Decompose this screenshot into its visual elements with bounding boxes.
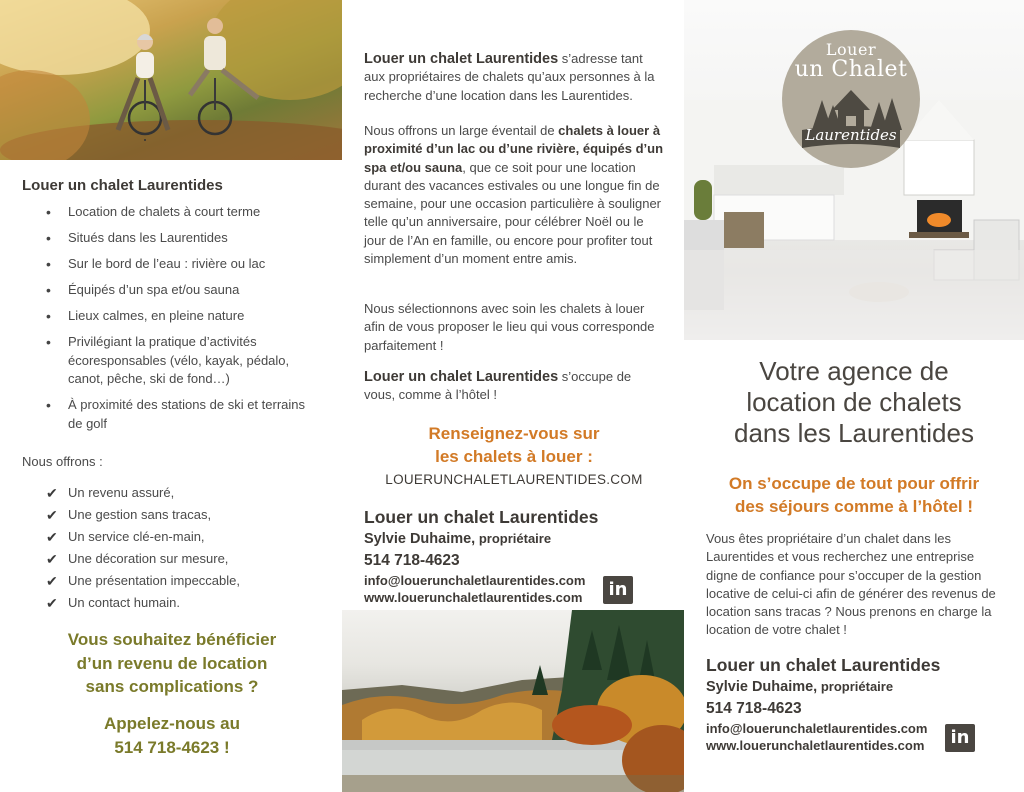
feature-item: • Location de chalets à court terme <box>46 203 316 222</box>
company-name: Louer un chalet Laurentides <box>364 507 599 527</box>
offer-item: ✔ Une décoration sur mesure, <box>46 548 240 570</box>
offer-item: ✔ Un revenu assuré, <box>46 482 240 504</box>
panel-left <box>0 0 342 792</box>
revenue-question: Vous souhaitez bénéficier d’un revenu de location sans complications ? <box>67 630 277 696</box>
features-list <box>46 203 316 441</box>
offer-item: ✔ Un contact humain. <box>46 592 240 614</box>
owner-name: Sylvie Duhaime, propriétaire <box>706 679 894 695</box>
agency-headline: Votre agence de location de chalets dans les Laurentides <box>734 356 974 448</box>
service-tagline: On s’occupe de tout pour offrir des séjours comme à l’hôtel ! <box>728 474 980 516</box>
lake-illustration <box>342 610 684 792</box>
phone-number[interactable]: 514 718-4623 <box>364 552 460 569</box>
checkmark-icon: ✔ <box>46 507 58 523</box>
logo-text-laurentides: Laurentides <box>805 126 897 144</box>
checkmark-icon: ✔ <box>46 595 58 611</box>
checkmark-icon: ✔ <box>46 573 58 589</box>
feature-item: • Sur le bord de l’eau : rivière ou lac <box>46 255 316 274</box>
offer-paragraph: Nous offrons un large éventail de chalets à louer à proximité d’un lac ou d’une rivière, équipés d’un spa et/ou sauna, que ce soit pour une location durant des vacances estivales ou une longue fin de semaine, pour une occasion particulière à souligner telle qu’un anniversaire, pour célébrer Noël ou le jour de l’An en famille, ou encore pour profiter tout simplement d’un moment entre amis. <box>364 123 664 267</box>
feature-item: • Situés dans les Laurentides <box>46 229 316 248</box>
email-link[interactable]: info@louerunchaletlaurentides.com <box>364 573 586 588</box>
checkmark-icon: ✔ <box>46 485 58 501</box>
offer-item: ✔ Une présentation impeccable, <box>46 570 240 592</box>
call-us-cta[interactable]: Appelez-nous au 514 718-4623 ! <box>103 714 240 757</box>
phone-number[interactable]: 514 718-4623 <box>706 700 802 717</box>
checkmark-icon: ✔ <box>46 551 58 567</box>
owner-paragraph: Vous êtes propriétaire d’un chalet dans les Laurentides et vous recherchez une entreprise digne de confiance pour s’occuper de la gestion locative de celui-ci afin de générer des revenus de location sans tracas ? Nous prenons en charge la location de votre chalet ! <box>706 531 996 638</box>
features-title: Louer un chalet Laurentides <box>22 177 223 194</box>
cyclists-illustration <box>0 0 342 160</box>
panel-middle <box>342 0 684 792</box>
offers-list <box>46 482 240 614</box>
website-link[interactable]: www.louerunchaletlaurentides.com <box>364 590 583 605</box>
feature-item: • À proximité des stations de ski et terrains de golf <box>46 396 316 433</box>
website-link-upper[interactable]: LOUERUNCHALETLAURENTIDES.COM <box>385 472 643 487</box>
email-link[interactable]: info@louerunchaletlaurentides.com <box>706 721 928 736</box>
linkedin-icon[interactable]: in <box>945 724 975 752</box>
info-cta: Renseignez-vous sur les chalets à louer : <box>428 424 600 466</box>
contact-block-right <box>706 654 940 754</box>
offer-item: ✔ Une gestion sans tracas, <box>46 504 240 526</box>
intro-paragraph: Louer un chalet Laurentides s’adresse tant aux propriétaires de chalets qu’aux personnes à la recherche d’une location dans les Laurentides. <box>364 51 655 103</box>
offer-item: ✔ Un service clé-en-main, <box>46 526 240 548</box>
feature-item: • Équipés d’un spa et/ou sauna <box>46 281 316 300</box>
cyclists-photo <box>0 0 342 160</box>
feature-item: • Lieux calmes, en pleine nature <box>46 307 316 326</box>
selection-paragraph: Nous sélectionnons avec soin les chalets à louer afin de vous proposer le lieu qui vous corresponde parfaitement ! <box>364 301 655 353</box>
owner-name: Sylvie Duhaime, propriétaire <box>364 531 552 547</box>
checkmark-icon: ✔ <box>46 529 58 545</box>
company-name: Louer un chalet Laurentides <box>706 655 941 675</box>
logo-text-louer: Louer <box>825 40 877 59</box>
linkedin-icon[interactable]: in <box>603 576 633 604</box>
contact-block <box>364 506 598 606</box>
offer-heading: Nous offrons : <box>22 454 103 469</box>
company-logo <box>782 30 920 168</box>
logo-text-chalet: un Chalet <box>794 57 908 82</box>
panel-right <box>684 0 1024 792</box>
hotel-paragraph: Louer un chalet Laurentides s’occupe de vous, comme à l’hôtel ! <box>364 369 632 403</box>
website-link[interactable]: www.louerunchaletlaurentides.com <box>706 738 925 753</box>
lake-forest-photo <box>342 610 684 792</box>
feature-item: • Privilégiant la pratique d’activités écoresponsables (vélo, kayak, pédalo, canot, pêche, ski de fond…) <box>46 333 316 389</box>
